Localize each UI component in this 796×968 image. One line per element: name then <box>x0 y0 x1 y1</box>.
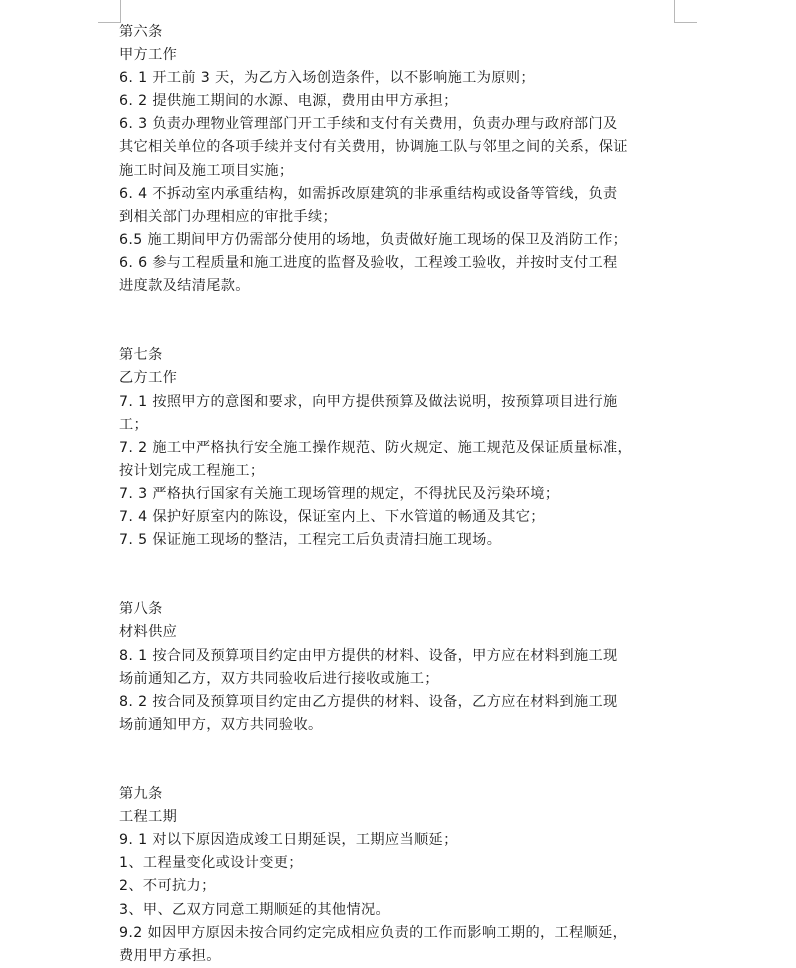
section-article-8 <box>119 598 679 737</box>
text-line: 7. 1 按照甲方的意图和要求，向甲方提供预算及做法说明，按预算项目进行施 <box>119 393 618 410</box>
text-line: 其它相关单位的各项手续并支付有关费用，协调施工队与邻里之间的关系，保证 <box>119 139 628 156</box>
text-line: 7. 5 保证施工现场的整洁，工程完工后负责清扫施工现场。 <box>119 532 502 549</box>
text-line: 按计划完成工程施工； <box>119 462 265 479</box>
text-line: 2、不可抗力； <box>119 878 216 895</box>
text-line: 6. 3 负责办理物业管理部门开工手续和支付有关费用，负责办理与政府部门及 <box>119 116 618 133</box>
section-article-9 <box>119 783 679 968</box>
text-line: 场前通知乙方，双方共同验收后进行接收或施工； <box>119 670 439 687</box>
text-line: 6. 1 开工前 3 天，为乙方入场创造条件，以不影响施工为原则； <box>119 70 535 87</box>
document-body[interactable] <box>119 21 679 968</box>
text-line: 8. 2 按合同及预算项目约定由乙方提供的材料、设备，乙方应在材料到施工现 <box>119 693 618 710</box>
text-line: 7. 3 严格执行国家有关施工现场管理的规定，不得扰民及污染环境； <box>119 485 560 502</box>
text-line: 6. 6 参与工程质量和施工进度的监督及验收，工程竣工验收，并按时支付工程 <box>119 254 618 271</box>
text-line: 1、工程量变化或设计变更； <box>119 855 303 872</box>
text-line: 场前通知甲方，双方共同验收。 <box>119 716 323 733</box>
text-line: 6. 4 不拆动室内承重结构，如需拆改原建筑的非承重结构或设备等管线，负责 <box>119 185 618 202</box>
section-subheading: 材料供应 <box>119 624 178 641</box>
section-heading: 第六条 <box>119 24 163 40</box>
section-heading: 第七条 <box>119 347 163 364</box>
section-article-7 <box>119 344 679 552</box>
text-line: 9. 1 对以下原因造成竣工日期延误，工期应当顺延； <box>119 832 458 849</box>
section-spacer <box>119 298 679 344</box>
top-right-margin-mark <box>674 0 697 23</box>
text-line: 6. 2 提供施工期间的水源、电源，费用由甲方承担； <box>119 93 458 110</box>
section-subheading: 工程工期 <box>119 809 178 826</box>
text-line: 费用甲方承担。 <box>119 947 221 964</box>
text-line: 3、甲、乙双方同意工期顺延的其他情况。 <box>119 901 391 918</box>
section-article-6 <box>119 21 679 298</box>
text-line: 7. 2 施工中严格执行安全施工操作规范、防火规定、施工规范及保证质量标准， <box>119 439 633 456</box>
text-line: 工； <box>119 416 149 433</box>
section-heading: 第九条 <box>119 786 163 803</box>
text-line: 7. 4 保护好原室内的陈设，保证室内上、下水管道的畅通及其它； <box>119 508 545 525</box>
text-line: 施工时间及施工项目实施； <box>119 162 294 179</box>
section-subheading: 乙方工作 <box>119 370 178 387</box>
section-spacer <box>119 552 679 598</box>
section-heading: 第八条 <box>119 601 163 618</box>
text-line: 8. 1 按合同及预算项目约定由甲方提供的材料、设备，甲方应在材料到施工现 <box>119 647 618 664</box>
text-line: 6.5 施工期间甲方仍需部分使用的场地，负责做好施工现场的保卫及消防工作； <box>119 231 628 248</box>
section-subheading: 甲方工作 <box>119 47 178 64</box>
text-line: 到相关部门办理相应的审批手续； <box>119 208 338 225</box>
top-left-margin-mark <box>98 0 121 23</box>
section-spacer <box>119 737 679 783</box>
text-line: 进度款及结清尾款。 <box>119 278 250 295</box>
text-line: 9.2 如因甲方原因未按合同约定完成相应负责的工作而影响工期的，工程顺延， <box>119 924 628 941</box>
